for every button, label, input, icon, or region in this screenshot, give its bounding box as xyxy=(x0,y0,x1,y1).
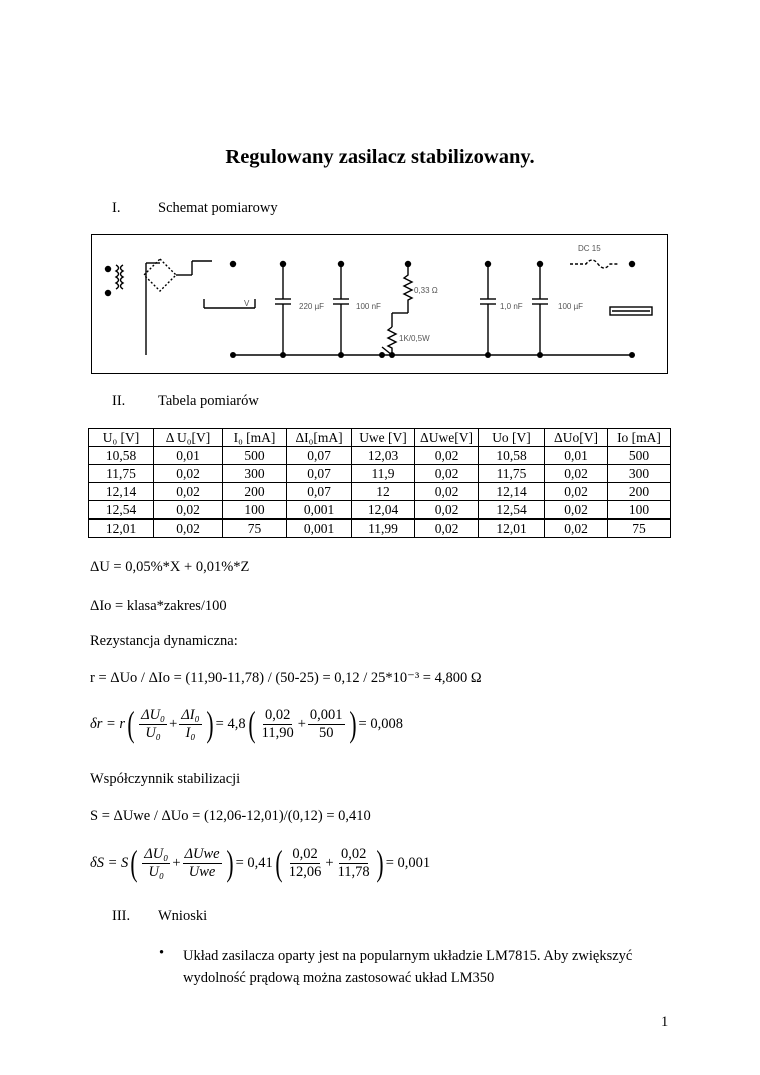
numerator: ΔU₀ xyxy=(144,845,169,862)
table-cell: 12,01 xyxy=(479,519,545,538)
table-cell: 0,02 xyxy=(154,465,223,483)
denominator: 11,90 xyxy=(261,724,294,741)
table-cell: 0,001 xyxy=(287,501,352,520)
fraction xyxy=(287,846,324,881)
fraction xyxy=(139,707,167,742)
table-cell: 12,03 xyxy=(352,447,415,465)
denominator: U₀ xyxy=(145,724,161,741)
table-cell: 0,02 xyxy=(545,519,608,538)
equation-result: = 0,008 xyxy=(358,715,403,732)
table-cell: 10,58 xyxy=(479,447,545,465)
measurements-table xyxy=(88,428,671,538)
paren-close: ) xyxy=(348,704,357,744)
column-header: ΔI₀[mA] xyxy=(287,429,352,447)
plus-sign: + xyxy=(297,715,306,732)
table-cell: 12,04 xyxy=(352,501,415,520)
table-cell: 0,02 xyxy=(545,465,608,483)
table-cell: 300 xyxy=(608,465,671,483)
paren-open: ( xyxy=(127,704,135,744)
table-cell: 12,54 xyxy=(479,501,545,520)
table-cell: 12,14 xyxy=(479,483,545,501)
column-header: Uo [V] xyxy=(479,429,545,447)
section-label: Schemat pomiarowy xyxy=(158,200,278,216)
circuit-label: 0,33 Ω xyxy=(414,286,438,295)
dynamic-resistance-label: Rezystancja dynamiczna: xyxy=(90,633,238,649)
circuit-label: V xyxy=(244,299,250,308)
numerator: ΔUwe xyxy=(184,845,220,862)
table-row xyxy=(89,483,671,501)
formula-delta-s xyxy=(90,845,430,881)
section-number: III. xyxy=(112,908,131,924)
formula-delta-io: ΔIo = klasa*zakres/100 xyxy=(90,598,227,614)
table-cell: 0,07 xyxy=(287,465,352,483)
numerator: ΔI₀ xyxy=(181,706,200,723)
fraction xyxy=(142,846,170,881)
table-row xyxy=(89,501,671,520)
table-cell: 0,001 xyxy=(287,519,352,538)
table-cell: 12,14 xyxy=(89,483,154,501)
denominator: U₀ xyxy=(148,863,165,880)
table-cell: 300 xyxy=(223,465,287,483)
table-cell: 0,02 xyxy=(415,447,479,465)
stabilization-label: Współczynnik stabilizacji xyxy=(90,771,241,787)
section-label: Tabela pomiarów xyxy=(158,393,259,409)
bullet-icon: • xyxy=(159,945,165,961)
table-cell: 0,02 xyxy=(415,465,479,483)
column-header: ΔUwe[V] xyxy=(415,429,479,447)
table-cell: 200 xyxy=(608,483,671,501)
paren-close: ) xyxy=(225,843,234,883)
table-cell: 0,02 xyxy=(415,483,479,501)
table-cell: 0,02 xyxy=(415,519,479,538)
denominator: Uwe xyxy=(188,863,216,880)
table-cell: 12 xyxy=(352,483,415,501)
section-number: II. xyxy=(112,393,126,409)
table-cell: 11,75 xyxy=(479,465,545,483)
table-row xyxy=(89,465,671,483)
table-cell: 75 xyxy=(223,519,287,538)
table-cell: 100 xyxy=(223,501,287,520)
denominator: 11,78 xyxy=(337,863,370,880)
column-header: Uwe [V] xyxy=(352,429,415,447)
denominator: 50 xyxy=(318,724,334,741)
paren-close: ) xyxy=(206,704,214,744)
equation-lhs: δr = r xyxy=(90,715,126,732)
conclusion-text: Układ zasilacza oparty jest na popularnym układzie LM7815. Aby zwiększyć wydolność prądową można zastosować układ LM350 xyxy=(183,948,633,986)
section-number: I. xyxy=(112,200,121,216)
numerator: 0,02 xyxy=(264,706,291,723)
table-cell: 12,01 xyxy=(89,519,154,538)
table-cell: 11,99 xyxy=(352,519,415,538)
numerator: 0,001 xyxy=(309,706,343,723)
equation-mid: = 4,8 xyxy=(215,715,246,732)
circuit-diagram xyxy=(91,234,668,374)
column-header: Δ U₀[V] xyxy=(154,429,223,447)
table-row xyxy=(89,519,671,538)
table-cell: 0,07 xyxy=(287,483,352,501)
fraction xyxy=(183,846,222,881)
fraction xyxy=(308,707,345,742)
formula-delta-r xyxy=(90,706,403,742)
table-cell: 0,02 xyxy=(154,483,223,501)
table-header-row xyxy=(89,429,671,447)
circuit-label: 1,0 nF xyxy=(500,302,523,311)
plus-sign: + xyxy=(169,715,178,732)
table-cell: 0,02 xyxy=(154,501,223,520)
denominator: 12,06 xyxy=(288,863,322,880)
paren-open: ( xyxy=(275,843,283,883)
circuit-label: 1K/0,5W xyxy=(399,334,430,343)
equation-lhs: δS = S xyxy=(90,854,129,871)
formula-r: r = ΔUo / ΔIo = (11,90-11,78) / (50-25) = 0,12 / 25*10⁻³ = 4,800 Ω xyxy=(90,670,482,686)
circuit-label: 100 nF xyxy=(356,302,381,311)
section-label: Wnioski xyxy=(158,908,208,924)
plus-sign: + xyxy=(325,854,334,871)
fraction xyxy=(260,707,296,742)
column-header: Io [mA] xyxy=(608,429,671,447)
table-cell: 11,75 xyxy=(89,465,154,483)
table-cell: 0,01 xyxy=(545,447,608,465)
table-cell: 0,01 xyxy=(154,447,223,465)
formula-delta-u: ΔU = 0,05%*X + 0,01%*Z xyxy=(90,559,250,575)
table-cell: 100 xyxy=(608,501,671,520)
plus-sign: + xyxy=(172,854,181,871)
circuit-label: 100 µF xyxy=(558,302,584,311)
table-cell: 0,07 xyxy=(287,447,352,465)
formula-s: S = ΔUwe / ΔUo = (12,06-12,01)/(0,12) = 0,410 xyxy=(90,808,371,824)
table-cell: 75 xyxy=(608,519,671,538)
paren-close: ) xyxy=(376,843,384,883)
table-cell: 11,9 xyxy=(352,465,415,483)
table-cell: 0,02 xyxy=(154,519,223,538)
fraction xyxy=(179,707,201,742)
equation-result: = 0,001 xyxy=(385,854,431,871)
column-header: I₀ [mA] xyxy=(223,429,287,447)
table-cell: 12,54 xyxy=(89,501,154,520)
fraction xyxy=(336,846,372,881)
table-row xyxy=(89,447,671,465)
table-cell: 200 xyxy=(223,483,287,501)
paren-open: ( xyxy=(130,843,138,883)
numerator: ΔU₀ xyxy=(141,706,166,723)
numerator: 0,02 xyxy=(292,845,318,862)
equation-mid: = 0,41 xyxy=(235,854,273,871)
table-cell: 0,02 xyxy=(545,483,608,501)
page-number: 1 xyxy=(661,1014,669,1030)
column-header: U₀ [V] xyxy=(89,429,154,447)
table-cell: 0,02 xyxy=(415,501,479,520)
table-cell: 500 xyxy=(223,447,287,465)
numerator: 0,02 xyxy=(340,845,367,862)
column-header: ΔUo[V] xyxy=(545,429,608,447)
circuit-label: 220 µF xyxy=(299,302,325,311)
denominator: I₀ xyxy=(185,724,196,741)
circuit-label: DC 15 xyxy=(578,244,601,253)
table-cell: 10,58 xyxy=(89,447,154,465)
table-cell: 500 xyxy=(608,447,671,465)
page-title: Regulowany zasilacz stabilizowany. xyxy=(225,146,535,168)
table-cell: 0,02 xyxy=(545,501,608,520)
paren-open: ( xyxy=(248,704,256,744)
